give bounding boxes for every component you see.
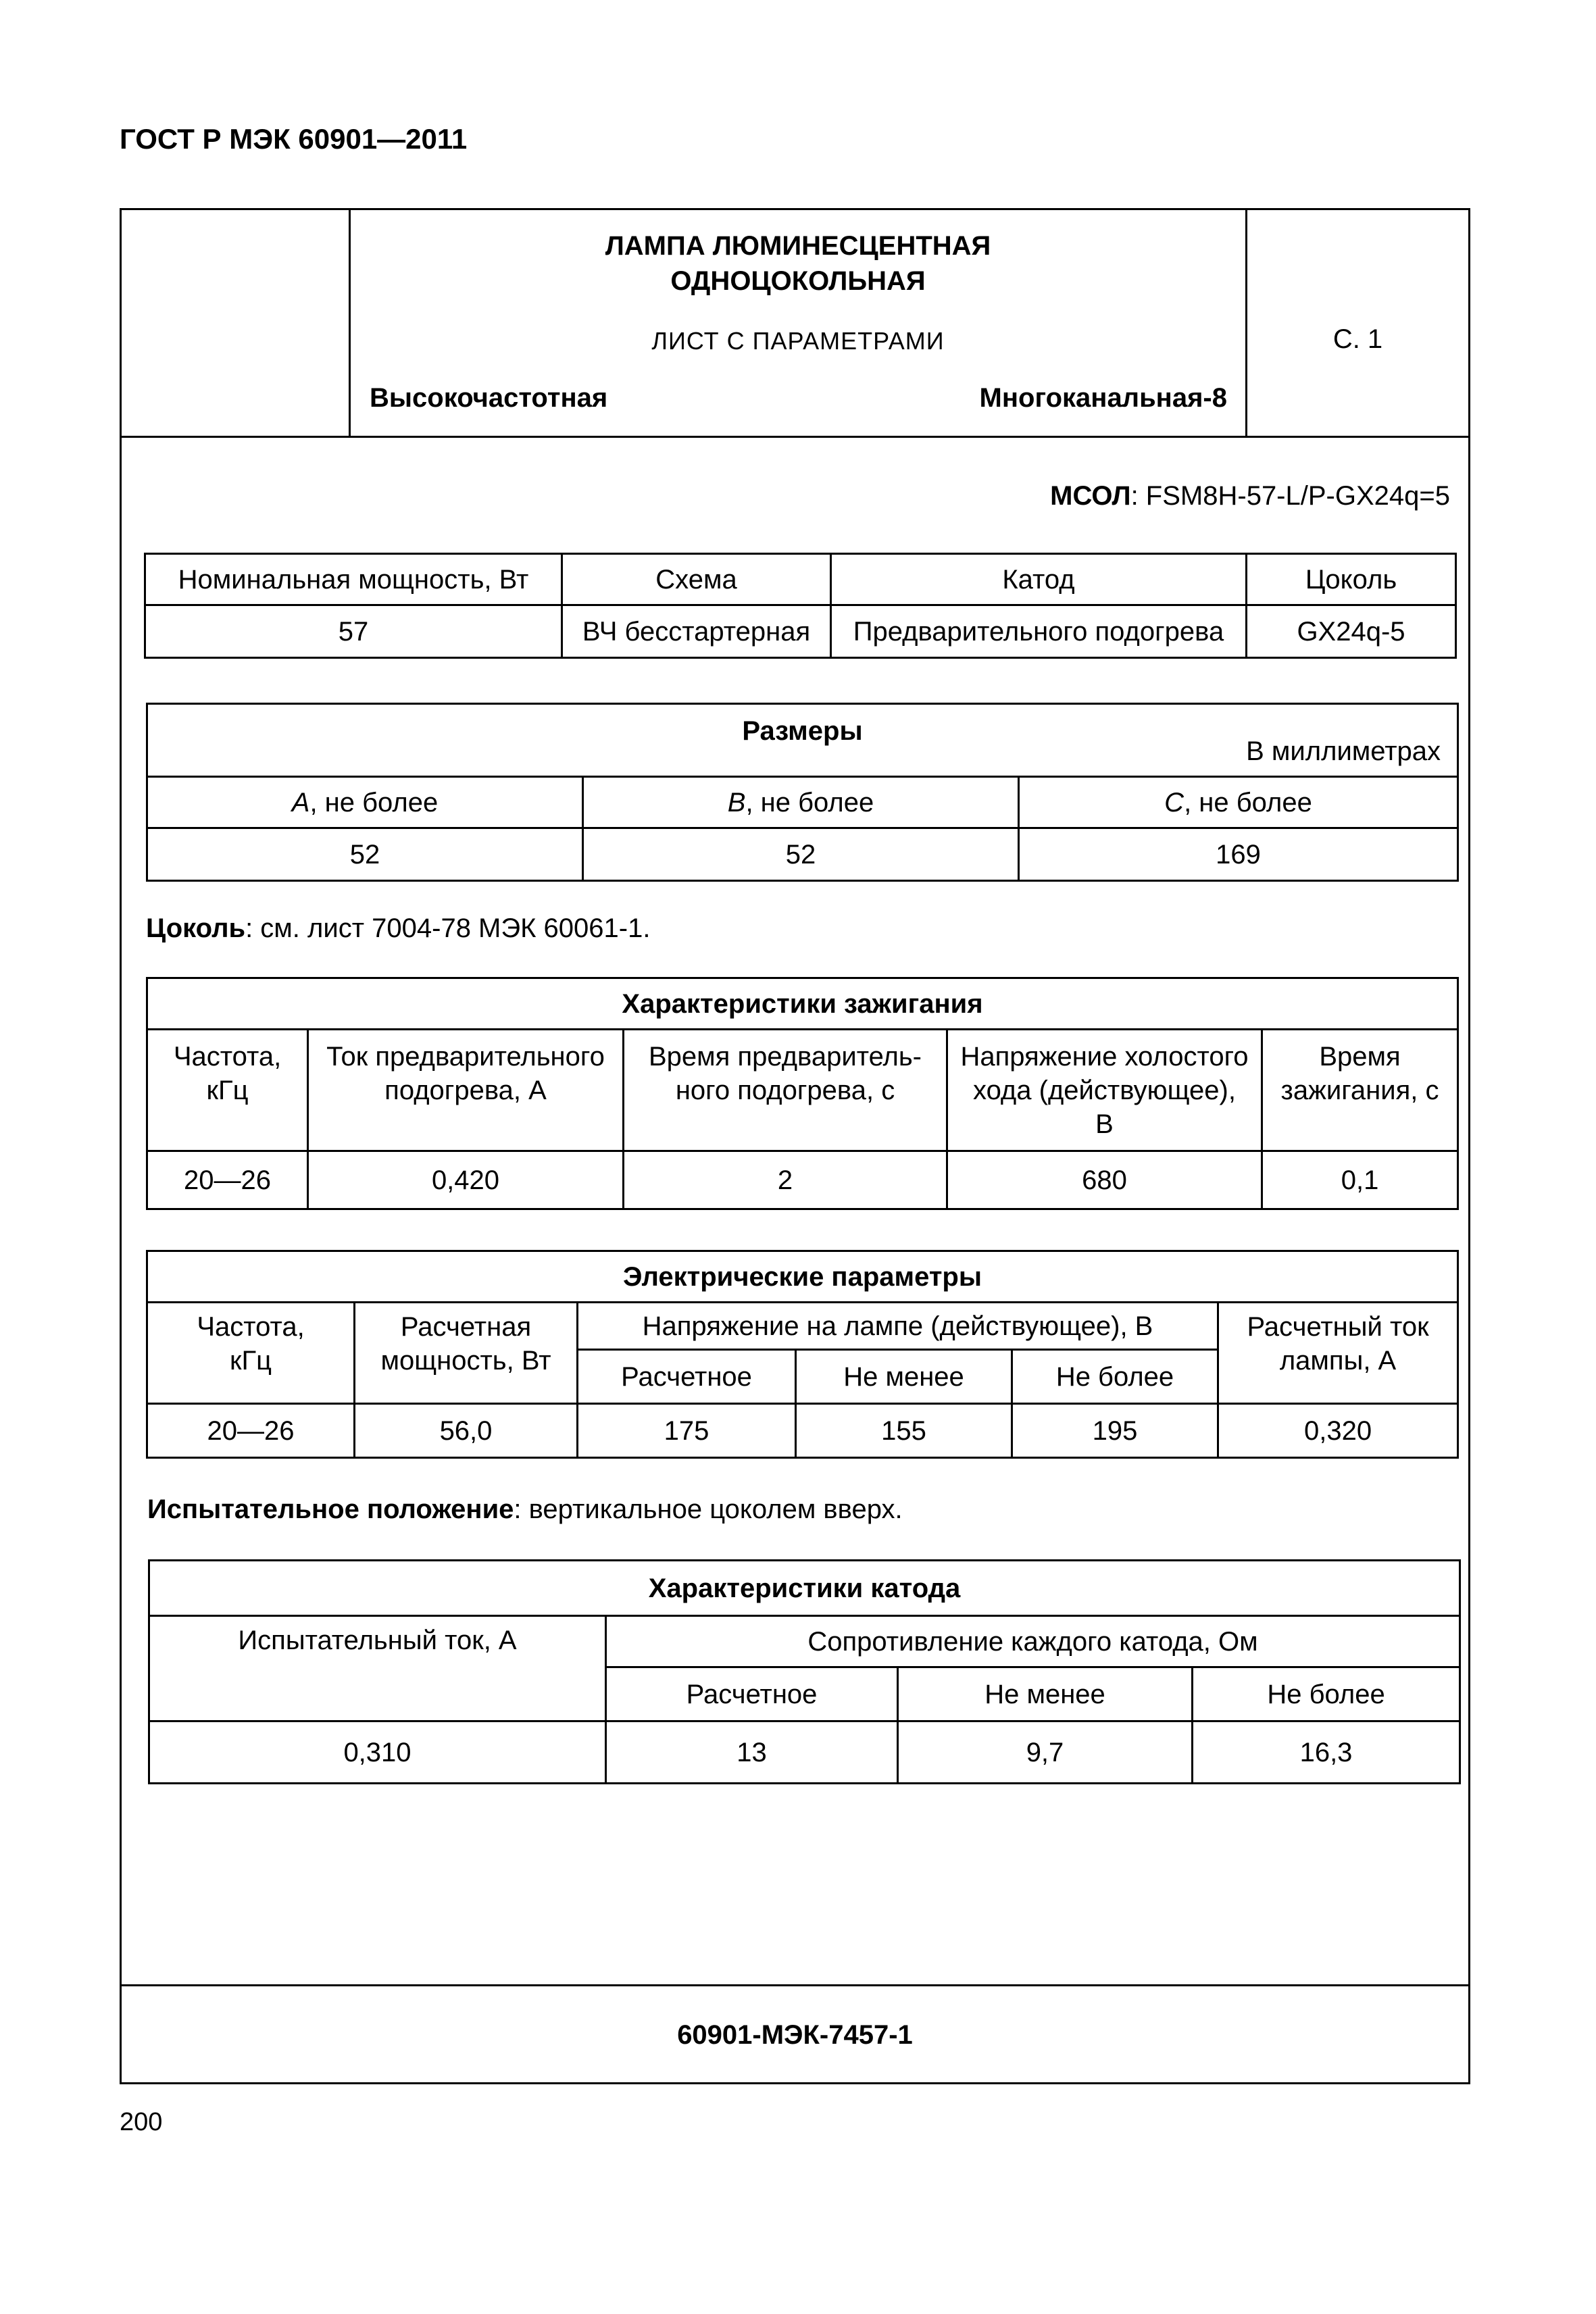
sheet-title-line2: ОДНОЦОКОЛЬНАЯ — [670, 266, 926, 296]
electrical-title: Электрические параметры — [147, 1251, 1458, 1303]
test-position-text: : вертикальное цоколем вверх. — [514, 1494, 903, 1524]
main-header-power: Номинальная мощность, Вт — [145, 554, 562, 605]
ignition-header-ignition-time: Время зажигания, с — [1262, 1030, 1458, 1151]
ignition-cell-open-circuit-voltage: 680 — [947, 1151, 1262, 1209]
cathode-header-resistance: Сопротивление каждого катода, Ом — [606, 1616, 1460, 1667]
sheet-page-number: С. 1 — [1332, 324, 1383, 354]
main-cell-scheme: ВЧ бесстартерная — [562, 605, 831, 658]
cathode-subheader-min: Не менее — [898, 1667, 1193, 1721]
ignition-cell-preheat-current: 0,420 — [308, 1151, 624, 1209]
ignition-title: Характеристики зажигания — [147, 978, 1458, 1030]
page-number: 200 — [120, 2108, 163, 2136]
electrical-cell-voltage-max: 195 — [1012, 1404, 1218, 1458]
sheet-subtitle: ЛИСТ С ПАРАМЕТРАМИ — [651, 327, 945, 355]
dimensions-header-a: A, не более — [147, 777, 583, 828]
msol-label: МСОЛ — [1050, 481, 1131, 511]
base-note — [146, 913, 650, 944]
frame-divider-right — [1245, 208, 1247, 438]
dimensions-header-b: B, не более — [583, 777, 1019, 828]
ignition-header-preheat-current: Ток предварительного подогрева, А — [308, 1030, 624, 1151]
ignition-header-frequency: Частота, кГц — [147, 1030, 308, 1151]
document-header: ГОСТ Р МЭК 60901—2011 — [120, 123, 468, 155]
electrical-header-frequency: Частота, кГц — [147, 1303, 355, 1404]
sheet-footer-code: 60901-МЭК-7457-1 — [677, 2020, 913, 2050]
electrical-subheader-min: Не менее — [796, 1350, 1012, 1404]
ignition-table — [146, 977, 1459, 1210]
ignition-cell-frequency: 20—26 — [147, 1151, 308, 1209]
cathode-table — [148, 1559, 1461, 1784]
main-parameters-table — [144, 553, 1457, 659]
electrical-subheader-rated: Расчетное — [578, 1350, 796, 1404]
ignition-header-preheat-time: Время предваритель- ного подогрева, с — [624, 1030, 947, 1151]
electrical-subheader-max: Не более — [1012, 1350, 1218, 1404]
electrical-header-power: Расчетная мощность, Вт — [355, 1303, 578, 1404]
electrical-cell-voltage-min: 155 — [796, 1404, 1012, 1458]
main-cell-power: 57 — [145, 605, 562, 658]
cathode-cell-resistance-max: 16,3 — [1193, 1721, 1460, 1784]
main-cell-cathode: Предварительного подогрева — [831, 605, 1247, 658]
cathode-cell-resistance-rated: 13 — [606, 1721, 898, 1784]
ignition-header-open-circuit-voltage: Напряжение холостого хода (действующее), В — [947, 1030, 1262, 1151]
base-note-text: : см. лист 7004-78 МЭК 60061-1. — [245, 913, 651, 943]
cathode-cell-test-current: 0,310 — [149, 1721, 606, 1784]
dimensions-table — [146, 703, 1459, 882]
main-header-cathode: Катод — [831, 554, 1247, 605]
sheet-title — [351, 228, 1245, 299]
base-note-label: Цоколь — [146, 913, 246, 943]
cathode-subheader-max: Не более — [1193, 1667, 1460, 1721]
test-position-note — [147, 1494, 903, 1525]
dimensions-title: Размеры — [742, 716, 863, 746]
msol-value: : FSM8H-57-L/P-GX24q=5 — [1130, 481, 1450, 511]
frame-header-bottom — [120, 436, 1470, 438]
dimensions-cell-b: 52 — [583, 828, 1019, 881]
electrical-cell-current: 0,320 — [1218, 1404, 1458, 1458]
dimensions-cell-c: 169 — [1019, 828, 1458, 881]
cathode-subheader-rated: Расчетное — [606, 1667, 898, 1721]
dimensions-cell-a: 52 — [147, 828, 583, 881]
main-header-scheme: Схема — [562, 554, 831, 605]
dimensions-units: В миллиметрах — [1246, 736, 1441, 766]
electrical-table — [146, 1250, 1459, 1459]
test-position-label: Испытательное положение — [147, 1494, 514, 1524]
dimensions-header-c: C, не более — [1019, 777, 1458, 828]
cathode-cell-resistance-min: 9,7 — [898, 1721, 1193, 1784]
sheet-title-line1: ЛАМПА ЛЮМИНЕСЦЕНТНАЯ — [605, 231, 991, 261]
electrical-cell-frequency: 20—26 — [147, 1404, 355, 1458]
main-header-base: Цоколь — [1247, 554, 1456, 605]
main-cell-base: GX24q-5 — [1247, 605, 1456, 658]
sheet-right-label: Многоканальная-8 — [979, 383, 1227, 413]
cathode-header-test-current: Испытательный ток, А — [149, 1616, 606, 1721]
sheet-left-label: Высокочастотная — [370, 383, 608, 413]
cathode-title: Характеристики катода — [149, 1561, 1460, 1616]
electrical-header-voltage: Напряжение на лампе (действующее), В — [578, 1303, 1218, 1350]
ignition-cell-ignition-time: 0,1 — [1262, 1151, 1458, 1209]
msol-designation — [676, 481, 1450, 511]
dimensions-title-cell — [147, 704, 1458, 777]
electrical-cell-voltage-rated: 175 — [578, 1404, 796, 1458]
electrical-cell-power: 56,0 — [355, 1404, 578, 1458]
frame-footer-top — [120, 1984, 1470, 1986]
electrical-header-current: Расчетный ток лампы, А — [1218, 1303, 1458, 1404]
ignition-cell-preheat-time: 2 — [624, 1151, 947, 1209]
